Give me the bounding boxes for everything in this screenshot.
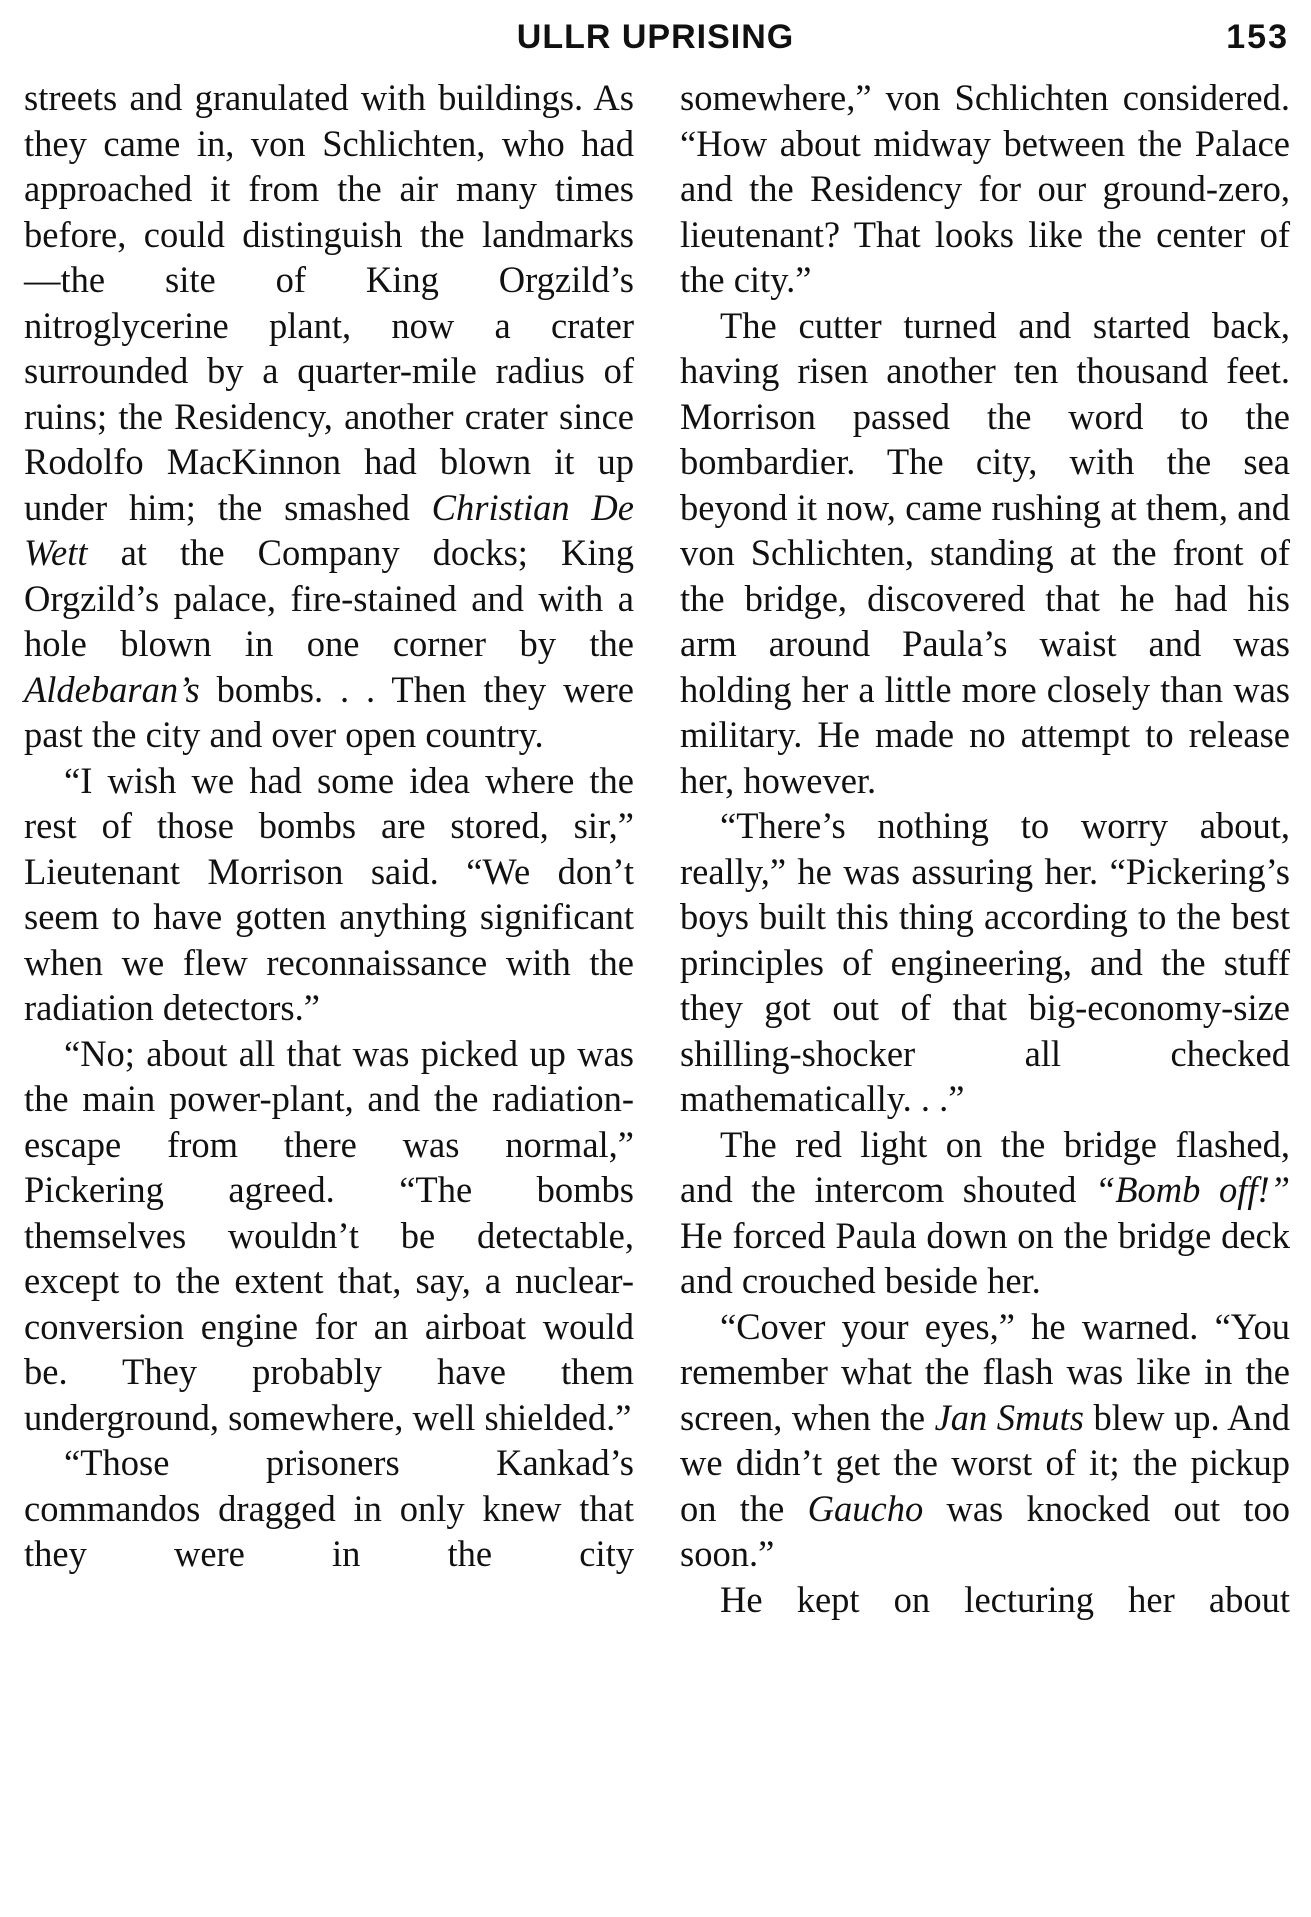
ship-name: Jan Smuts [934, 1396, 1084, 1438]
intercom-shout: “Bomb off!” [1094, 1169, 1290, 1210]
paragraph: He kept on lecturing her about [720, 1578, 1290, 1620]
page-header [0, 10, 1311, 70]
left-column [24, 75, 634, 1577]
text-run: streets and granulated with buildings. As they came in, von Schlichten, who had approached it from the air many times before, could distinguish the landmarks—the site of King Orgzild’s nitroglycerine plant, now a crater surrounded by a quarter-mile radius of ruins; the Residency, another crater since Rodolfo MacKinnon had blown it up under him; the smashed [24, 77, 634, 528]
ship-name: Aldebaran’s [24, 668, 200, 710]
running-title: ULLR UPRISING [516, 18, 795, 56]
text-run: blew up. And we didn’t get the worst of it; the pickup on the [680, 1396, 1290, 1529]
text-run: bombs. . . Then they were past the city and over open country. [24, 668, 634, 755]
paragraph: “I wish we had some idea where the rest of those bombs are stored, sir,” Lieutenant Morrison said. “We don’t seem to have gotten anything significant when we flew reconnaissance with the radiation detectors.” [24, 759, 634, 1028]
text-run: at the Company docks; King Orgzild’s palace, fire-stained and with a hole blown in one corner by the [24, 532, 634, 664]
text-run: “Cover your eyes,” he warned. “You remember what the flash was like in the screen, when the [680, 1305, 1290, 1438]
ship-name: Christian De Wett [24, 486, 634, 573]
text-run: The red light on the bridge flashed, and the intercom shouted [680, 1123, 1290, 1210]
page-number: 153 [1226, 18, 1289, 56]
paragraph: “Those prisoners Kankad’s commandos dragged in only knew that they were in the city [24, 1442, 634, 1574]
paragraph [680, 1304, 1290, 1577]
ship-name: Gaucho [807, 1487, 924, 1529]
paragraph [680, 1122, 1290, 1304]
paragraph: somewhere,” von Schlichten considered. “How about midway between the Palace and the Residency for our ground-zero, lieutenant? That looks like the center of the city.” [680, 77, 1290, 300]
text-run: was knocked out too soon.” [680, 1487, 1290, 1574]
right-column [680, 75, 1290, 1622]
paragraph: “There’s nothing to worry about, really,” he was assuring her. “Pickering’s boys built this thing according to the best principles of engineering, and the stuff they got out of that big-economy-size shilling-shocker all checked mathematically. . .” [680, 805, 1290, 1119]
paragraph: The cutter turned and started back, having risen another ten thousand feet. Morrison passed the word to the bombardier. The city, with the sea beyond it now, came rushing at them, and von Schlichten, standing at the front of the bridge, discovered that he had his arm around Paula’s waist and was holding her a little more closely than was military. He made no attempt to release her, however. [680, 304, 1290, 801]
paragraph: “No; about all that was picked up was the main power-plant, and the radiation-escape from there was normal,” Pickering agreed. “The bombs themselves wouldn’t be detectable, except to the extent that, say, a nuclear-conversion engine for an airboat would be. They probably have them underground, somewhere, well shielded.” [24, 1032, 634, 1438]
text-run: He forced Paula down on the bridge deck and crouched beside her. [680, 1214, 1290, 1301]
paragraph [24, 75, 634, 758]
